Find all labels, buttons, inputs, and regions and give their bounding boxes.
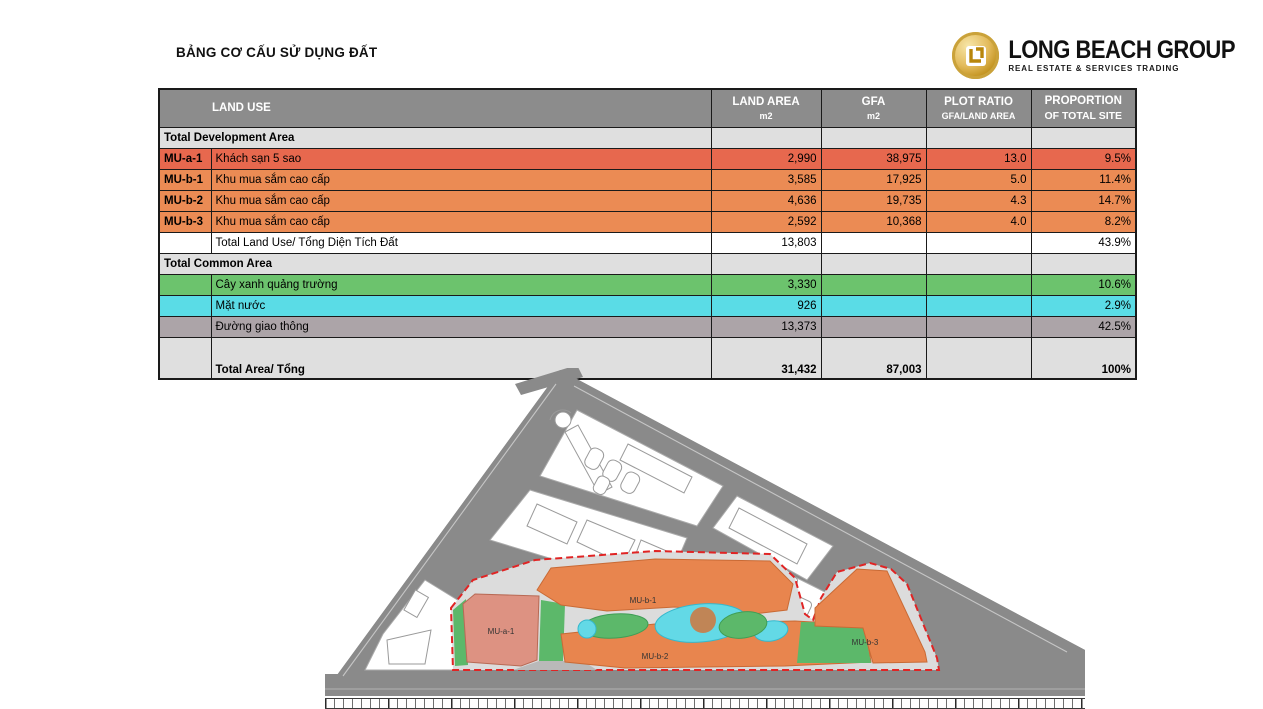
- cell-land-area: 31,432: [711, 338, 821, 380]
- cell-land-area: 2,592: [711, 212, 821, 233]
- cell-code: MU-b-2: [159, 191, 211, 212]
- cell-plot-ratio: 5.0: [926, 170, 1031, 191]
- cell-gfa: 10,368: [821, 212, 926, 233]
- green-strip-mid: [539, 600, 565, 661]
- table-row-water: [159, 296, 1136, 317]
- cell-proportion: 11.4%: [1031, 170, 1136, 191]
- cell-plot-ratio: 13.0: [926, 149, 1031, 170]
- table-row-mu-b-2: [159, 191, 1136, 212]
- cell-land-area: 4,636: [711, 191, 821, 212]
- cell-desc: Cây xanh quảng trường: [211, 275, 711, 296]
- cell-desc: Khu mua sắm cao cấp: [211, 212, 711, 233]
- header-land-use: LAND USE: [159, 89, 711, 128]
- cell-desc: Total Land Use/ Tổng Diện Tích Đất: [211, 233, 711, 254]
- table-header-row: [159, 89, 1136, 128]
- cell-desc: Total Area/ Tổng: [211, 338, 711, 380]
- table-row-green-space: [159, 275, 1136, 296]
- cell-gfa: 38,975: [821, 149, 926, 170]
- logo-tagline: REAL ESTATE & SERVICES TRADING: [1008, 63, 1180, 73]
- cell-code: MU-b-3: [159, 212, 211, 233]
- cell-plot-ratio: 4.3: [926, 191, 1031, 212]
- table-row-mu-b-3: [159, 212, 1136, 233]
- cell-proportion: 42.5%: [1031, 317, 1136, 338]
- table-row-section-development: [159, 128, 1136, 149]
- cell-gfa: 19,735: [821, 191, 926, 212]
- table-row-section-common: [159, 254, 1136, 275]
- cell-plot-ratio: 4.0: [926, 212, 1031, 233]
- page-title: BẢNG CƠ CẤU SỬ DỤNG ĐẤT: [176, 45, 378, 60]
- building-mu-b-1: [537, 559, 793, 615]
- cell-land-area: 2,990: [711, 149, 821, 170]
- section-label: Total Common Area: [159, 254, 711, 275]
- cell-land-area: 3,330: [711, 275, 821, 296]
- cell-land-area: 3,585: [711, 170, 821, 191]
- header-gfa: GFA m2: [821, 89, 926, 128]
- cell-desc: Khu mua sắm cao cấp: [211, 191, 711, 212]
- cell-desc: Đường giao thông: [211, 317, 711, 338]
- cell-desc: Khu mua sắm cao cấp: [211, 170, 711, 191]
- cell-proportion: 14.7%: [1031, 191, 1136, 212]
- label-mu-b-2: MU-b-2: [641, 652, 669, 661]
- project-site: [451, 551, 939, 670]
- cell-proportion: 10.6%: [1031, 275, 1136, 296]
- cell-gfa: 17,925: [821, 170, 926, 191]
- cell-code: MU-b-1: [159, 170, 211, 191]
- logo-name: LONG BEACH GROUP: [1008, 34, 1235, 63]
- table-row-roads: [159, 317, 1136, 338]
- cell-gfa: 87,003: [821, 338, 926, 380]
- island-central: [690, 607, 716, 633]
- section-label: Total Development Area: [159, 128, 711, 149]
- site-plan-map: [325, 368, 1085, 709]
- header-plot-ratio: PLOT RATIO GFA/LAND AREA: [926, 89, 1031, 128]
- cell-land-area: 926: [711, 296, 821, 317]
- logo-coin-icon: [952, 32, 999, 79]
- water-pond-west: [578, 620, 596, 638]
- land-use-table: [158, 88, 1137, 380]
- table-row-mu-a-1: [159, 149, 1136, 170]
- company-logo: [952, 32, 1235, 79]
- cell-desc: Khách sạn 5 sao: [211, 149, 711, 170]
- cell-proportion: 8.2%: [1031, 212, 1136, 233]
- label-mu-b-1: MU-b-1: [629, 596, 657, 605]
- table-row-total-land-use: [159, 233, 1136, 254]
- label-mu-a-1: MU-a-1: [487, 627, 515, 636]
- cell-proportion: 2.9%: [1031, 296, 1136, 317]
- cell-code: MU-a-1: [159, 149, 211, 170]
- label-mu-b-3: MU-b-3: [851, 638, 879, 647]
- cell-desc: Mặt nước: [211, 296, 711, 317]
- cell-land-area: 13,373: [711, 317, 821, 338]
- cell-proportion: 43.9%: [1031, 233, 1136, 254]
- table-row-mu-b-1: [159, 170, 1136, 191]
- cell-proportion: 9.5%: [1031, 149, 1136, 170]
- scale-ruler: [325, 698, 1085, 709]
- header-land-area: LAND AREA m2: [711, 89, 821, 128]
- cell-proportion: 100%: [1031, 338, 1136, 380]
- cell-land-area: 13,803: [711, 233, 821, 254]
- header-proportion: PROPORTION OF TOTAL SITE: [1031, 89, 1136, 128]
